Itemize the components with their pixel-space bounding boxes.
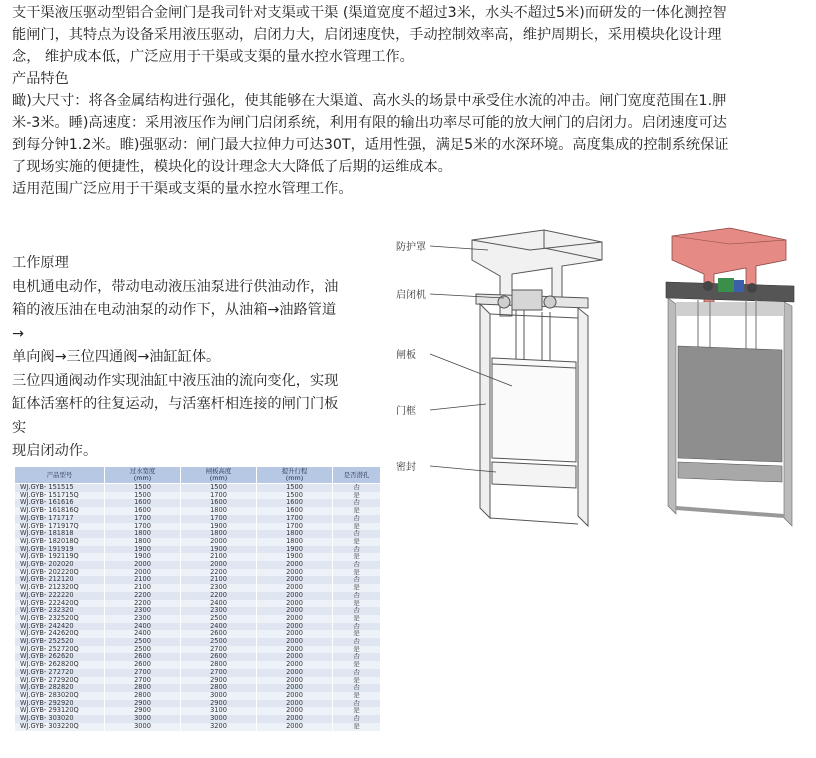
table-cell: 2800 — [181, 684, 257, 692]
table-cell: 2800 — [181, 661, 257, 669]
table-cell: WJ.GYB- 293120Q — [15, 707, 105, 715]
table-cell: 2300 — [181, 584, 257, 592]
table-cell: WJ.GYB- 151715Q — [15, 492, 105, 500]
table-row — [15, 661, 381, 669]
table-cell: 2000 — [257, 723, 333, 731]
table-row — [15, 646, 381, 654]
table-cell: WJ.GYB- 202220Q — [15, 569, 105, 577]
table-cell: 2500 — [181, 615, 257, 623]
table-cell: 2800 — [105, 684, 181, 692]
table-cell: WJ.GYB- 262620 — [15, 653, 105, 661]
table-cell: 否 — [333, 484, 381, 492]
table-cell: 2000 — [257, 584, 333, 592]
table-cell: 2000 — [181, 561, 257, 569]
principle-line: → — [12, 325, 24, 342]
table-cell: 2200 — [105, 592, 181, 600]
table-cell: 否 — [333, 638, 381, 646]
table-cell: 2700 — [181, 646, 257, 654]
table-cell: 是 — [333, 677, 381, 685]
table-cell: WJ.GYB- 232320 — [15, 607, 105, 615]
table-cell: 1500 — [257, 484, 333, 492]
table-row — [15, 576, 381, 584]
header-width: 过水宽度 (mm) — [105, 467, 181, 484]
label-seal: 密封 — [396, 462, 416, 473]
table-cell: 否 — [333, 607, 381, 615]
table-cell: 1600 — [257, 507, 333, 515]
table-row — [15, 600, 381, 608]
table-cell: 否 — [333, 684, 381, 692]
table-cell: 否 — [333, 561, 381, 569]
table-cell: 否 — [333, 499, 381, 507]
table-cell: WJ.GYB- 252520 — [15, 638, 105, 646]
table-row — [15, 530, 381, 538]
table-row — [15, 484, 381, 492]
table-cell: 2900 — [181, 677, 257, 685]
table-row — [15, 692, 381, 700]
table-cell: 1600 — [105, 499, 181, 507]
table-cell: 2100 — [181, 553, 257, 561]
table-cell: 2300 — [105, 607, 181, 615]
table-row — [15, 715, 381, 723]
table-cell: 2000 — [257, 715, 333, 723]
table-cell: 是 — [333, 492, 381, 500]
table-cell: 1500 — [105, 484, 181, 492]
table-cell: 是 — [333, 553, 381, 561]
table-cell: WJ.GYB- 232520Q — [15, 615, 105, 623]
table-row — [15, 653, 381, 661]
table-cell: WJ.GYB- 192119Q — [15, 553, 105, 561]
table-cell: 2500 — [105, 638, 181, 646]
table-row — [15, 677, 381, 685]
table-cell: 2000 — [257, 700, 333, 708]
table-cell: 1700 — [105, 523, 181, 531]
table-cell: 2000 — [257, 646, 333, 654]
table-row — [15, 569, 381, 577]
table-cell: 2900 — [181, 700, 257, 708]
table-row — [15, 553, 381, 561]
table-cell: 否 — [333, 653, 381, 661]
table-cell: WJ.GYB- 303220Q — [15, 723, 105, 731]
table-cell: 1700 — [181, 492, 257, 500]
table-row — [15, 607, 381, 615]
table-row — [15, 584, 381, 592]
table-cell: 2000 — [257, 561, 333, 569]
table-cell: WJ.GYB- 191919 — [15, 546, 105, 554]
table-cell: 1600 — [257, 499, 333, 507]
table-row — [15, 515, 381, 523]
table-row — [15, 623, 381, 631]
table-header-row — [15, 467, 381, 484]
table-row — [15, 615, 381, 623]
table-cell: 2000 — [257, 607, 333, 615]
table-cell: WJ.GYB- 212120 — [15, 576, 105, 584]
table-cell: 2000 — [257, 592, 333, 600]
table-cell: 2700 — [181, 669, 257, 677]
table-cell: 否 — [333, 669, 381, 677]
table-cell: 否 — [333, 592, 381, 600]
principle-line: 单向阀→三位四通阀→油缸缸体。 — [12, 349, 221, 365]
table-cell: 2300 — [181, 607, 257, 615]
table-row — [15, 523, 381, 531]
table-cell: 否 — [333, 546, 381, 554]
spec-table — [14, 466, 381, 731]
table-cell: 是 — [333, 723, 381, 731]
table-cell: 1500 — [181, 484, 257, 492]
table-cell: 1900 — [181, 546, 257, 554]
table-cell: WJ.GYB- 242620Q — [15, 630, 105, 638]
table-row — [15, 499, 381, 507]
table-cell: 1700 — [257, 523, 333, 531]
table-cell: 2900 — [105, 707, 181, 715]
table-cell: 是 — [333, 707, 381, 715]
principle-line: 三位四通阀动作实现油缸中液压油的流向变化，实现 — [12, 372, 339, 389]
table-row — [15, 707, 381, 715]
table-cell: 1600 — [105, 507, 181, 515]
intro-section — [12, 2, 732, 200]
features-title: 产品特色 — [12, 71, 69, 87]
table-cell: 1800 — [181, 530, 257, 538]
table-cell: WJ.GYB- 161816Q — [15, 507, 105, 515]
table-cell: 1800 — [105, 530, 181, 538]
table-cell: 1900 — [257, 553, 333, 561]
table-row — [15, 630, 381, 638]
table-cell: 2000 — [257, 684, 333, 692]
table-cell: WJ.GYB- 283020Q — [15, 692, 105, 700]
table-cell: 1700 — [257, 515, 333, 523]
table-cell: 2600 — [181, 630, 257, 638]
table-cell: 是 — [333, 692, 381, 700]
table-row — [15, 723, 381, 731]
table-cell: 1600 — [181, 499, 257, 507]
table-cell: 2100 — [105, 576, 181, 584]
table-row — [15, 492, 381, 500]
header-height: 闸板高度 (mm) — [181, 467, 257, 484]
label-gate-frame: 门框 — [396, 406, 416, 417]
table-cell: 否 — [333, 623, 381, 631]
table-cell: 2000 — [257, 630, 333, 638]
table-cell: 是 — [333, 569, 381, 577]
table-cell: 是 — [333, 600, 381, 608]
table-row — [15, 538, 381, 546]
table-cell: 2800 — [105, 692, 181, 700]
table-cell: WJ.GYB- 222420Q — [15, 600, 105, 608]
table-cell: 2200 — [105, 600, 181, 608]
table-cell: 2000 — [257, 600, 333, 608]
table-cell: WJ.GYB- 252720Q — [15, 646, 105, 654]
table-cell: 2100 — [181, 576, 257, 584]
table-cell: 是 — [333, 507, 381, 515]
table-cell: 2000 — [257, 661, 333, 669]
label-protective-cover: 防护罩 — [396, 242, 426, 253]
table-cell: 3200 — [181, 723, 257, 731]
table-cell: 2000 — [257, 707, 333, 715]
table-cell: 3000 — [181, 692, 257, 700]
table-body — [15, 484, 381, 731]
table-cell: 2700 — [105, 677, 181, 685]
table-cell: 2000 — [105, 569, 181, 577]
table-cell: 2600 — [105, 661, 181, 669]
table-cell: WJ.GYB- 272920Q — [15, 677, 105, 685]
table-cell: 2400 — [181, 600, 257, 608]
table-cell: WJ.GYB- 262820Q — [15, 661, 105, 669]
table-cell: 1700 — [181, 515, 257, 523]
table-cell: 2400 — [105, 623, 181, 631]
table-cell: 2000 — [257, 623, 333, 631]
gate-line-drawing — [392, 226, 624, 532]
table-cell: 2400 — [105, 630, 181, 638]
table-cell: WJ.GYB- 202020 — [15, 561, 105, 569]
table-cell: WJ.GYB- 151515 — [15, 484, 105, 492]
table-cell: 2600 — [105, 653, 181, 661]
table-cell: 2000 — [105, 561, 181, 569]
table-cell: 否 — [333, 530, 381, 538]
table-row — [15, 700, 381, 708]
table-cell: 是 — [333, 661, 381, 669]
table-cell: WJ.GYB- 171917Q — [15, 523, 105, 531]
table-cell: WJ.GYB- 161616 — [15, 499, 105, 507]
table-cell: 是 — [333, 584, 381, 592]
label-gate-plate: 闸板 — [396, 350, 416, 361]
table-cell: 2300 — [105, 615, 181, 623]
table-cell: 2500 — [181, 638, 257, 646]
table-cell: WJ.GYB- 171717 — [15, 515, 105, 523]
table-row — [15, 669, 381, 677]
table-cell: WJ.GYB- 212320Q — [15, 584, 105, 592]
table-cell: 2200 — [181, 592, 257, 600]
table-cell: 2600 — [181, 653, 257, 661]
table-cell: 1800 — [181, 507, 257, 515]
table-cell: WJ.GYB- 242420 — [15, 623, 105, 631]
principle-title: 工作原理 — [12, 255, 69, 271]
table-cell: 1800 — [257, 530, 333, 538]
table-row — [15, 507, 381, 515]
table-cell: 1900 — [257, 546, 333, 554]
table-cell: 否 — [333, 700, 381, 708]
table-cell: WJ.GYB- 282820 — [15, 684, 105, 692]
table-cell: 2000 — [257, 669, 333, 677]
table-cell: 2200 — [181, 569, 257, 577]
intro-paragraph: 支干渠液压驱动型铝合金闸门是我司针对支渠或干渠 (渠道宽度不超过3米，水头不超过5米)而研发的一体化测控智能闸门，其特点为设备采用液压驱动，启闭力大，启闭速度快，手动控制效率高，维护周期长，采用模块化设计理念， 维护成本低，广泛应用于干渠或支渠的量水控水管理工作。 — [12, 5, 727, 65]
table-cell: 2500 — [105, 646, 181, 654]
table-cell: 否 — [333, 715, 381, 723]
table-cell: 2900 — [105, 700, 181, 708]
table-cell: WJ.GYB- 272720 — [15, 669, 105, 677]
table-cell: 2000 — [257, 569, 333, 577]
header-stroke: 提升行程 (mm) — [257, 467, 333, 484]
table-cell: 否 — [333, 576, 381, 584]
table-cell: 2000 — [257, 638, 333, 646]
table-row — [15, 638, 381, 646]
table-cell: 2000 — [257, 677, 333, 685]
working-principle-section — [12, 252, 397, 464]
table-cell: 1500 — [257, 492, 333, 500]
table-cell: 是 — [333, 538, 381, 546]
table-cell: 是 — [333, 615, 381, 623]
table-cell: 3100 — [181, 707, 257, 715]
table-cell: 2000 — [257, 653, 333, 661]
header-submerged: 是否潜孔 — [333, 467, 381, 484]
table-cell: 2400 — [181, 623, 257, 631]
table-cell: 2000 — [257, 615, 333, 623]
table-cell: 2000 — [257, 576, 333, 584]
gate-color-render — [660, 226, 800, 532]
table-row — [15, 546, 381, 554]
principle-line: 缸体活塞杆的往复运动，与活塞杆相连接的闸门门板 — [12, 396, 339, 412]
table-cell: 1800 — [105, 538, 181, 546]
principle-line: 现启闭动作。 — [12, 443, 98, 459]
table-cell: 2100 — [105, 584, 181, 592]
table-cell: 2700 — [105, 669, 181, 677]
scope-paragraph: 适用范围广泛应用于干渠或支渠的量水控水管理工作。 — [12, 181, 353, 197]
table-cell: 是 — [333, 523, 381, 531]
table-cell: WJ.GYB- 303020 — [15, 715, 105, 723]
table-cell: 3000 — [105, 715, 181, 723]
table-cell: 是 — [333, 646, 381, 654]
table-cell: 1900 — [181, 523, 257, 531]
label-hoist: 启闭机 — [396, 290, 426, 301]
table-cell: WJ.GYB- 222220 — [15, 592, 105, 600]
table-cell: 1900 — [105, 546, 181, 554]
header-model: 产品型号 — [15, 467, 105, 484]
principle-line: 电机通电动作，带动电动液压油泵进行供油动作，油 — [12, 278, 339, 295]
table-cell: 3000 — [105, 723, 181, 731]
table-cell: 否 — [333, 515, 381, 523]
table-cell: 2000 — [257, 692, 333, 700]
table-cell: 2000 — [181, 538, 257, 546]
table-cell: 1800 — [257, 538, 333, 546]
table-cell: 1900 — [105, 553, 181, 561]
principle-line: 实 — [12, 419, 27, 436]
table-cell: 1700 — [105, 515, 181, 523]
table-row — [15, 684, 381, 692]
principle-line: 箱的液压油在电动油泵的动作下，从油箱→油路管道 — [12, 302, 337, 318]
table-cell: 是 — [333, 630, 381, 638]
table-cell: WJ.GYB- 181818 — [15, 530, 105, 538]
table-cell: WJ.GYB- 182018Q — [15, 538, 105, 546]
features-paragraph: 瞰)大尺寸：将各金属结构进行强化，使其能够在大渠道、高水头的场景中承受住水流的冲击。闸门宽度范围在1.胛 米-3米。睡)高速度：采用液压作为闸门启闭系统，利用有限的输出功率尽可能的放大闸门的启闭力。启闭速度可达到每分钟1.2米。睢)强驱动：闸门最大拉伸力可达30T，适用性强，满足5米的水深环境。高度集成的控制系统保证了现场实施的便捷性，模块化的设计理念大大降低了后期的运维成本。 — [12, 93, 729, 175]
table-cell: 1500 — [105, 492, 181, 500]
table-row — [15, 592, 381, 600]
table-row — [15, 561, 381, 569]
table-cell: WJ.GYB- 292920 — [15, 700, 105, 708]
table-cell: 3000 — [181, 715, 257, 723]
